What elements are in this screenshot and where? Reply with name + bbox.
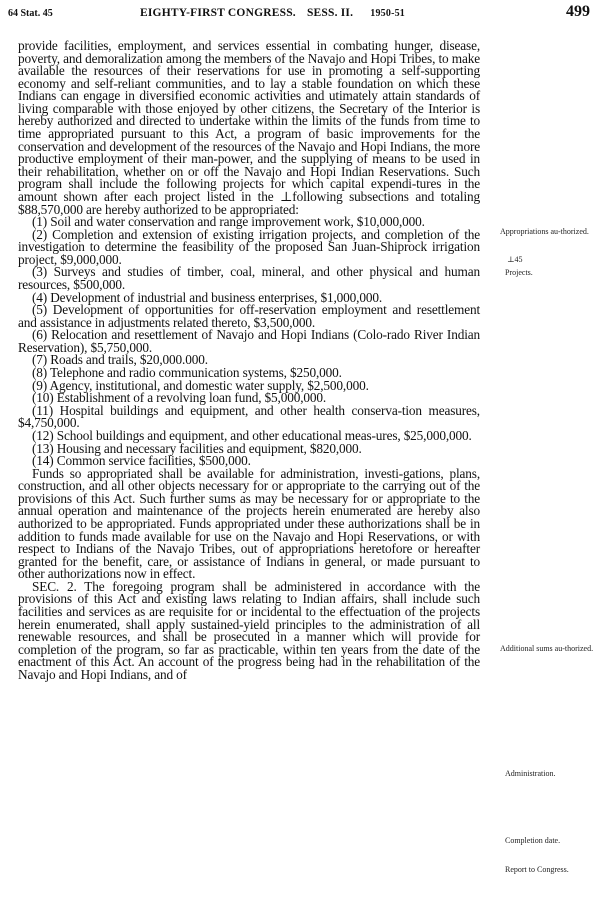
project-item-10: (10) Establishment of a revolving loan fund, $5,000,000. bbox=[32, 390, 327, 406]
project-item-5: (5) Development of opportunities for off-reservation employment and resettlement and assistance in adjustments related thereto, $3,500,000. bbox=[18, 302, 480, 330]
project-item-14: (14) Common service facilities, $500,000. bbox=[32, 453, 251, 469]
congress-label: EIGHTY-FIRST CONGRESS. bbox=[140, 7, 296, 19]
margin-note-appropriations: Appropriations au-thorized. bbox=[500, 227, 589, 236]
project-item-7: (7) Roads and trails, $20,000.000. bbox=[32, 352, 208, 368]
project-item-8: (8) Telephone and radio communication systems, $250,000. bbox=[32, 365, 342, 381]
margin-note-completion-date: Completion date. bbox=[505, 836, 561, 845]
project-item-12: (12) School buildings and equipment, and other educational meas-ures, $25,000,000. bbox=[32, 427, 472, 443]
project-item-4: (4) Development of industrial and business enterprises, $1,000,000. bbox=[32, 289, 383, 305]
section-2-paragraph: SEC. 2. The foregoing program shall be administered in accordance with the provisions of this Act and existing laws relating to Indian affairs, shall include such facilities and services as are requisite for or incidental to the effectuation of the projects herein enumerated, shall apply sustained-yield principles to the administration of all renewable resources, and shall be prosecuted in a manner which will provide for completion of the program, so far as practicable, within ten years from the date of the enactment of this Act. An account of the progress being had in the rehabilitation of the Navajo and Hopi Indians, and of bbox=[18, 578, 480, 682]
project-item-2: (2) Completion and extension of existing irrigation projects, and completion of the investigation to determine the feasibility of the proposed San Juan-Shiprock irrigation project, $9,000,000. bbox=[18, 226, 480, 267]
margin-note-administration: Administration. bbox=[505, 769, 556, 778]
intro-paragraph: provide facilities, employment, and services essential in combating hunger, disease, poverty, and demoralization among the members of the Navajo and Hopi Tribes, to make available the resources of their reservations for use in promoting a self-supporting economy and self-reliant communities, and to lay a stable foundation on which these Indians can engage in diversified economic activities and utimately attain standards of living comparable with those enjoyed by other citizens, the Secretary of the Interior is hereby authorized and directed to undertake within the limits of the funds from time to time appropriated pursuant to this Act, a program of basic improvements for the conservation and development of the resources of the Navajo and Hopi Indians, the more productive employment of their man-power, and the supplying of means to be used in their rehabilitation, whether on or off the Navajo and Hopi Indian Reservations. Such program shall include the following projects for which capital expendi-tures in the amount shown after each project listed in the ⊥following subsections and totaling $88,570,000 are hereby authorized to be appropriated: bbox=[18, 38, 480, 217]
session-label: SESS. II. bbox=[306, 7, 354, 19]
project-item-6: (6) Relocation and resettlement of Navajo and Hopi Indians (Colo-rado River Indian Reservation), $5,750,000. bbox=[18, 327, 480, 355]
project-item-9: (9) Agency, institutional, and domestic water supply, $2,500,000. bbox=[32, 377, 369, 393]
margin-note-report-to-congress: Report to Congress. bbox=[505, 865, 569, 874]
statute-body bbox=[18, 40, 480, 681]
statute-citation: 64 Stat. 45 bbox=[8, 8, 53, 19]
page-header bbox=[0, 0, 600, 22]
page-number: 499 bbox=[566, 3, 590, 20]
margin-note-additional-sums: Additional sums au-thorized. bbox=[500, 644, 594, 653]
project-item-3: (3) Surveys and studies of timber, coal, mineral, and other physical and human resources, $500,000. bbox=[18, 264, 480, 292]
margin-note-projects: Projects. bbox=[505, 268, 533, 277]
project-item-13: (13) Housing and necessary facilities and equipment, $820,000. bbox=[32, 440, 362, 456]
funds-paragraph: Funds so appropriated shall be available for administration, investi-gations, plans, construction, and all other objects necessary for or appropriate to the carrying out of the provisions of this Act. Such further sums as may be necessary for or appropriate to the annual operation and maintenance of the projects herein enumerated are hereby also authorized to be appropriated. Funds appropriated under these authorizations shall be in addition to funds made available for use on the Navajo and Hopi Reservations, or with respect to Indians of the Navajo Tribes, out of appropriations heretofore or hereafter granted for the benefit, care, or assistance of Indians in general, or made pursuant to other authorizations now in effect. bbox=[18, 465, 480, 582]
project-item-1: (1) Soil and water conservation and range improvement work, $10,000,000. bbox=[32, 214, 425, 230]
margin-note-stat-ref: ⊥45 bbox=[507, 255, 523, 264]
years-label: 1950-51 bbox=[370, 8, 405, 19]
project-item-11: (11) Hospital buildings and equipment, and other health conserva-tion measures, $4,750,000. bbox=[18, 402, 480, 431]
running-head bbox=[140, 7, 405, 19]
